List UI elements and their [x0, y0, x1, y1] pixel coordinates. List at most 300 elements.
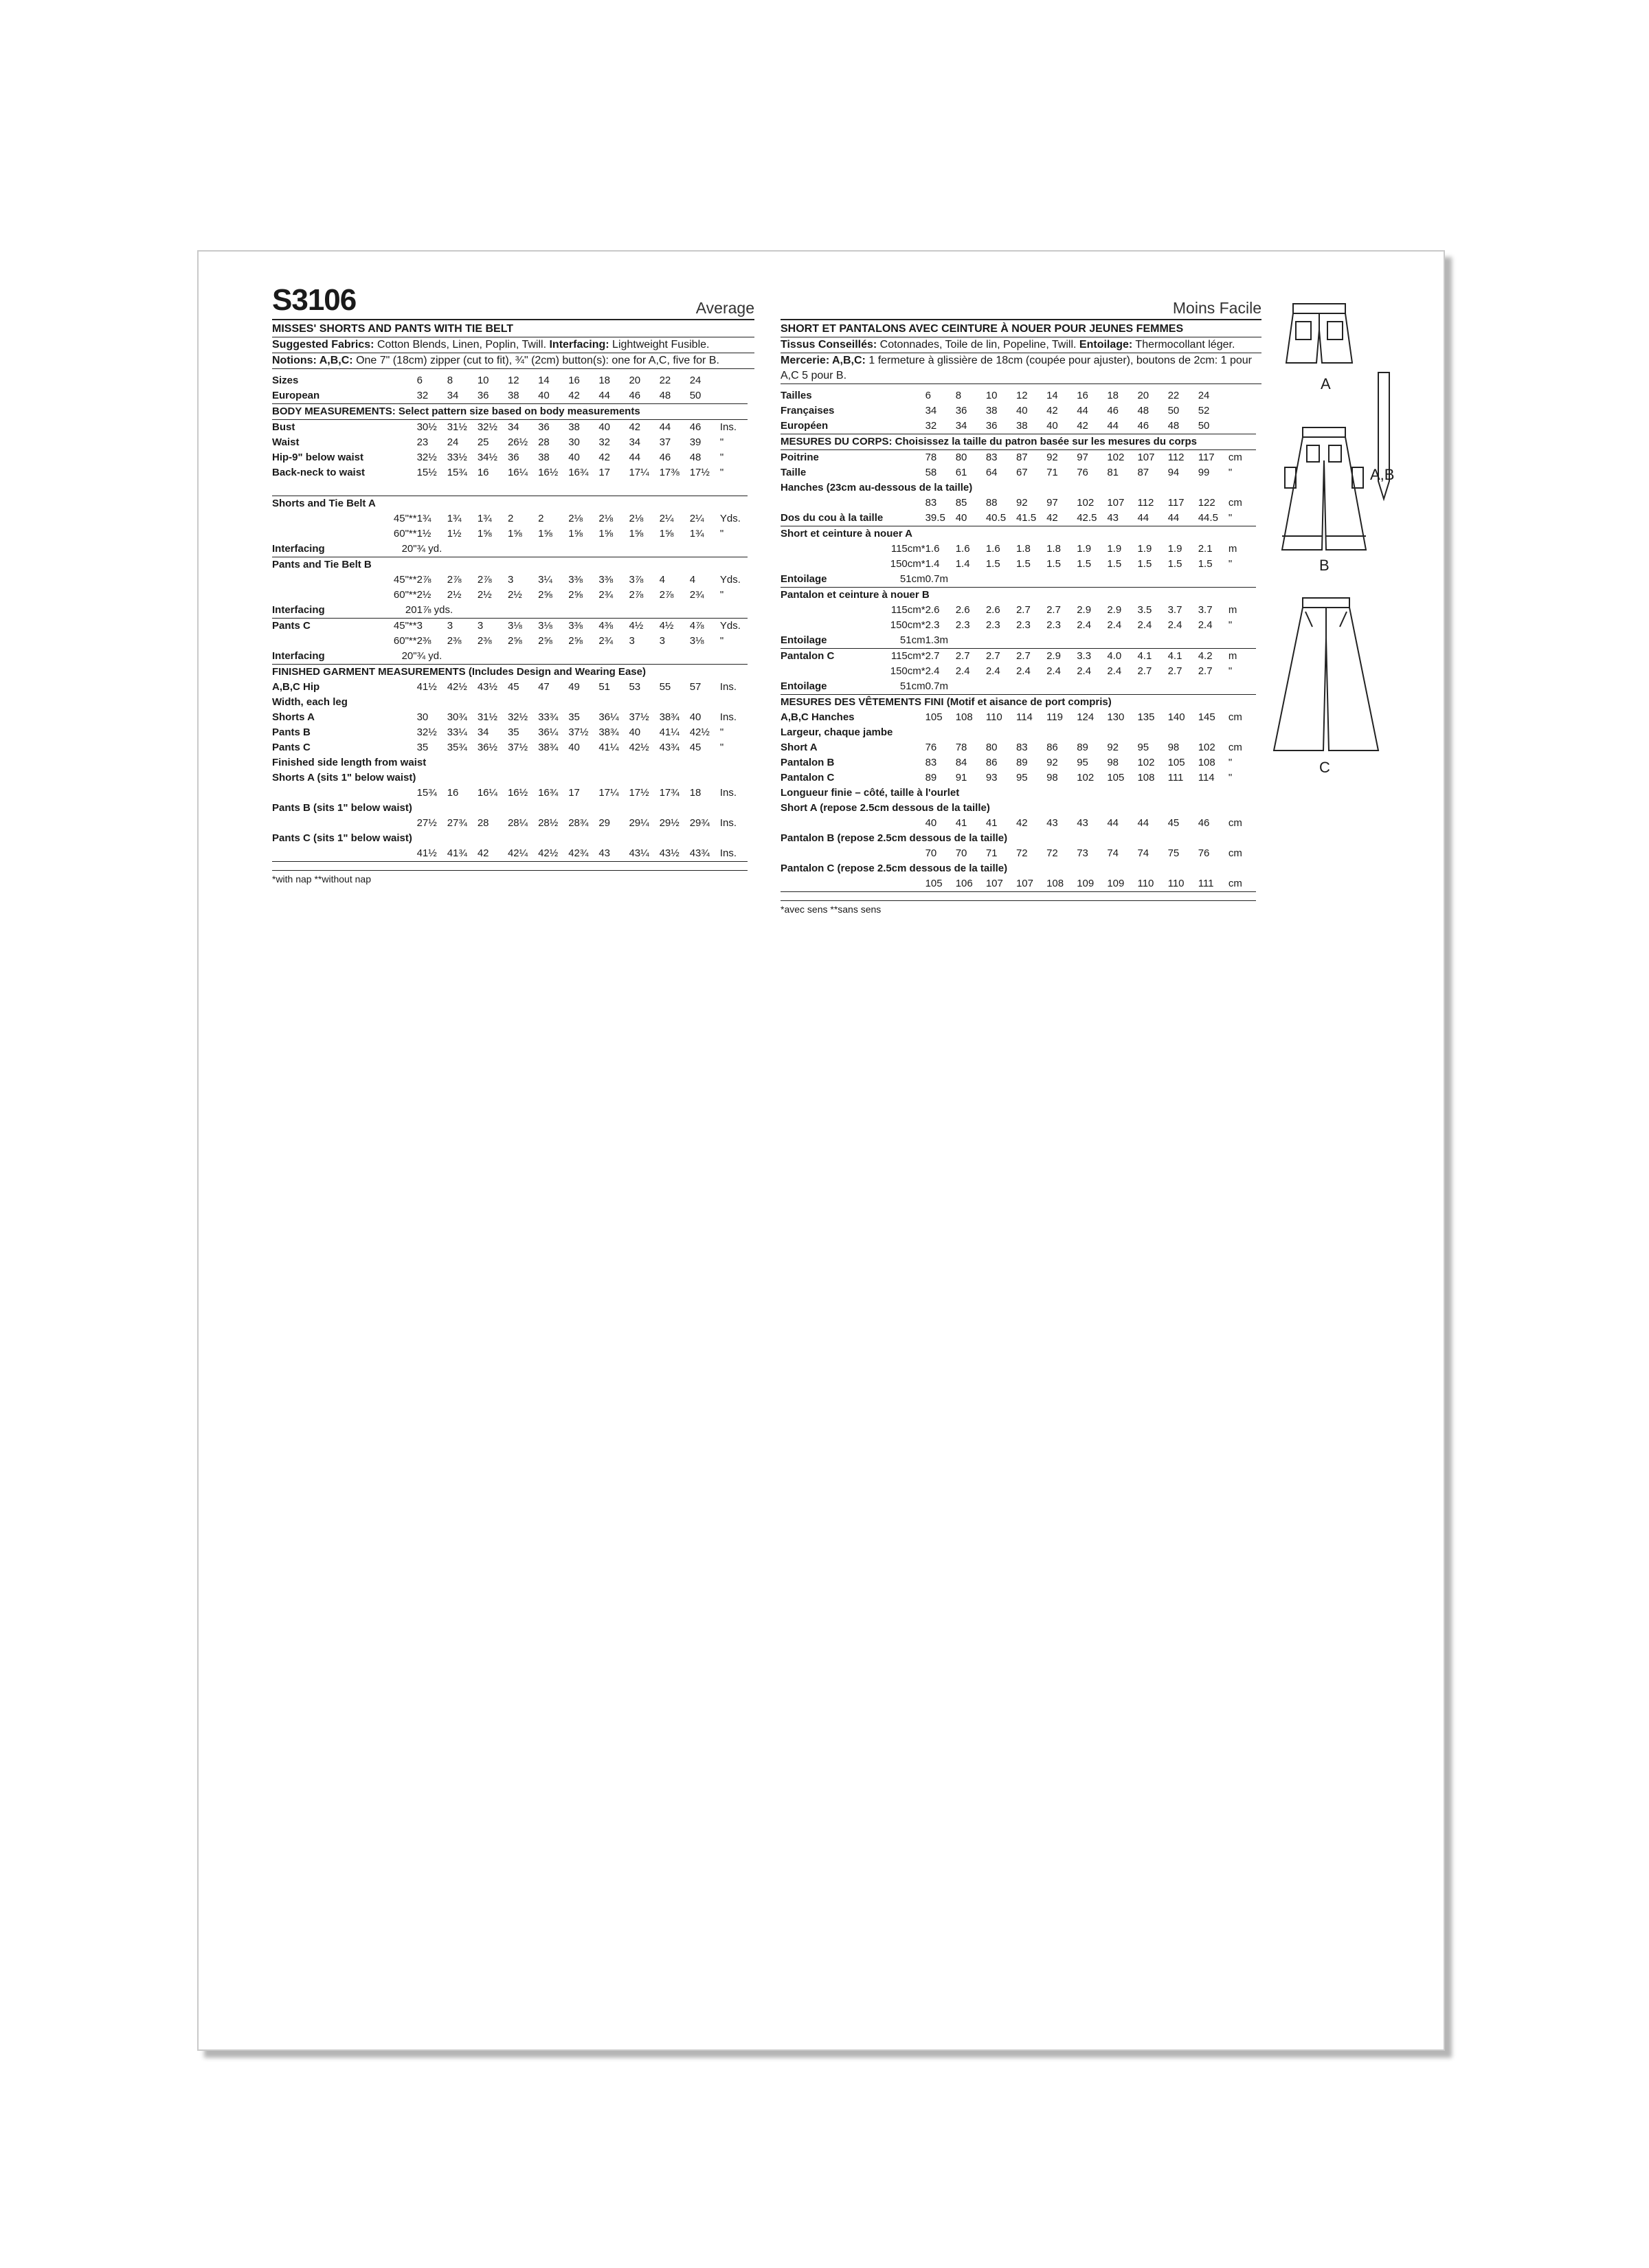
row-label: Entoilage: [781, 572, 884, 588]
table-cell: 43¾: [659, 742, 680, 753]
table-cell: 33½: [447, 452, 467, 463]
table-cell: 107: [986, 876, 1016, 892]
table-cell: 34: [925, 405, 937, 416]
table-cell: 44: [1137, 511, 1167, 526]
table-cell: 2.4: [1046, 665, 1061, 677]
table-cell: [478, 603, 508, 619]
table-cell: 28½: [538, 817, 559, 829]
table-cell: 22: [659, 375, 671, 386]
fabric-width: 150cm*: [890, 619, 926, 631]
table-cell: 92: [1016, 497, 1028, 509]
table-cell: 42: [478, 846, 508, 862]
table-cell: 2.4: [1137, 619, 1152, 631]
table-cell: 64: [985, 467, 998, 478]
table-cell: 39.5: [926, 511, 956, 526]
table-row: [781, 725, 1256, 740]
table-cell: 18: [1107, 390, 1119, 401]
row-label: Interfacing: [272, 649, 375, 665]
fabric-width: 45"**: [393, 620, 417, 632]
table-cell: 36¼: [538, 726, 559, 738]
table-cell: 84: [955, 757, 967, 768]
table-cell: 38: [568, 421, 580, 433]
table-cell: 48: [1168, 419, 1198, 434]
table-cell: 42.5: [1077, 511, 1107, 526]
table-cell: [1198, 633, 1229, 649]
table-cell: 32½: [477, 421, 498, 433]
table-cell: 38: [538, 452, 550, 463]
table-row: [272, 725, 748, 740]
fabric-width: 45"**: [393, 574, 417, 586]
table-cell: 108: [1046, 876, 1077, 892]
french-interfacing-text: Thermocollant léger.: [1135, 339, 1235, 351]
table-cell: 3⅛: [507, 620, 522, 632]
table-cell: [660, 542, 690, 557]
row-label: [781, 557, 884, 572]
table-row: [781, 419, 1256, 434]
fabric-width: [884, 710, 925, 725]
table-cell: 76: [1198, 847, 1210, 859]
table-cell: 41¼: [598, 742, 619, 753]
table-row: [272, 496, 748, 512]
table-cell: 108: [955, 711, 973, 723]
table-cell: 16¼: [507, 467, 528, 478]
table-row: [781, 588, 1256, 603]
table-cell: 114: [1016, 711, 1033, 723]
table-cell: 102: [1107, 452, 1125, 463]
table-cell: 2.4: [1107, 619, 1122, 631]
fabric-width: [375, 710, 416, 725]
table-cell: 44: [659, 421, 671, 433]
table-cell: 41½: [417, 846, 447, 862]
table-cell: 32½: [416, 726, 437, 738]
table-cell: [1107, 679, 1137, 695]
table-cell: 81: [1107, 467, 1119, 478]
unit-cell: ": [719, 726, 724, 738]
fabric-width: [375, 846, 416, 862]
fabric-width: 20": [375, 542, 416, 557]
section-heading: Pants C (sits 1" below waist): [272, 832, 412, 844]
table-cell: 92: [1107, 742, 1119, 753]
table-cell: 0.7m: [926, 679, 956, 695]
table-cell: 1.9: [1107, 543, 1122, 555]
table-cell: [1046, 633, 1077, 649]
table-cell: 16½: [538, 467, 559, 478]
unit-cell: ": [719, 528, 724, 540]
section-heading: Pants B (sits 1" below waist): [272, 802, 412, 814]
table-row: [781, 557, 1256, 572]
unit-cell: ": [1228, 665, 1233, 677]
table-cell: 95: [1137, 742, 1149, 753]
english-header: [272, 283, 754, 320]
row-label: Pantalon B: [781, 757, 835, 768]
table-cell: [598, 603, 629, 619]
table-cell: 1.6: [985, 543, 1000, 555]
table-cell: 1.9: [1077, 543, 1092, 555]
row-label: Back-neck to waist: [272, 467, 366, 478]
table-cell: [629, 542, 659, 557]
table-cell: 30¾: [447, 711, 467, 723]
table-row: [781, 434, 1256, 450]
table-cell: 3: [447, 620, 453, 632]
table-cell: 105: [925, 711, 943, 723]
table-cell: 18: [598, 375, 611, 386]
unit-cell: Ins.: [720, 846, 748, 862]
table-cell: 43¼: [629, 846, 659, 862]
table-cell: 42: [1046, 511, 1077, 526]
table-row: [781, 618, 1256, 633]
table-cell: 3⅛: [689, 635, 704, 647]
table-cell: 34: [477, 726, 489, 738]
table-cell: 110: [985, 711, 1002, 723]
row-label: Pantalon C: [781, 650, 835, 662]
table-cell: 2½: [477, 589, 492, 601]
table-cell: [690, 649, 720, 665]
table-cell: 2⅞: [447, 574, 462, 586]
fabric-width: [884, 403, 925, 419]
table-cell: 1⅝: [507, 528, 522, 540]
table-cell: 112: [1137, 497, 1154, 509]
table-cell: [568, 603, 598, 619]
row-label: [781, 496, 884, 511]
section-heading: MESURES DES VÊTEMENTS FINI (Motif et aisance de port compris): [781, 696, 1112, 708]
unit-cell: [1229, 679, 1256, 695]
table-cell: 17¼: [629, 467, 649, 478]
table-row: [781, 480, 1256, 496]
unit-cell: m: [1228, 650, 1237, 662]
english-notions-line: [272, 353, 754, 369]
table-cell: [629, 603, 659, 619]
table-cell: 16: [1077, 390, 1088, 401]
table-cell: 1.6: [925, 543, 940, 555]
table-cell: 2.4: [1198, 619, 1213, 631]
table-cell: 42: [1077, 419, 1107, 434]
table-cell: 108: [1137, 772, 1155, 783]
table-cell: [598, 649, 629, 665]
table-cell: 2.9: [1077, 604, 1092, 616]
table-cell: 1⅝: [629, 528, 644, 540]
fabric-width: [884, 496, 925, 511]
table-cell: 110: [1168, 876, 1198, 892]
table-cell: [508, 603, 538, 619]
french-fabrics-label: Tissus Conseillés:: [781, 339, 877, 351]
table-cell: 1.5: [1198, 558, 1213, 570]
unit-cell: Ins.: [719, 817, 737, 829]
table-row: [781, 786, 1256, 801]
table-row: [781, 876, 1256, 892]
table-row: [272, 420, 748, 436]
fabric-width: 60"**: [393, 528, 417, 540]
table-cell: 105: [1107, 772, 1125, 783]
table-cell: 91: [955, 772, 967, 783]
table-cell: 43: [1107, 511, 1137, 526]
table-cell: 3⅜: [598, 574, 614, 586]
table-cell: 38¾: [538, 742, 559, 753]
fabric-width: [884, 450, 925, 466]
table-cell: 38¾: [598, 726, 619, 738]
table-cell: 4⅜: [598, 620, 614, 632]
table-cell: 2⅝: [568, 589, 583, 601]
table-cell: 38: [1016, 419, 1046, 434]
table-cell: 42: [568, 388, 598, 404]
table-row: [272, 695, 748, 710]
table-cell: [629, 649, 659, 665]
section-heading: Hanches (23cm au-dessous de la taille): [781, 482, 973, 493]
fabric-width: 51cm: [884, 679, 925, 695]
table-cell: 2⅝: [507, 635, 522, 647]
table-row: [781, 526, 1256, 542]
french-header: [781, 289, 1261, 320]
french-fabrics-line: [781, 337, 1261, 353]
table-cell: 40: [1046, 419, 1077, 434]
section-heading: [272, 480, 748, 496]
table-row: [781, 710, 1256, 725]
row-label: Entoilage: [781, 679, 884, 695]
table-cell: 46: [1137, 419, 1167, 434]
table-cell: 2: [507, 513, 514, 524]
table-row: [272, 649, 748, 665]
table-row: [781, 770, 1256, 786]
english-footnote: *with nap **without nap: [272, 870, 748, 885]
table-cell: 50: [690, 388, 720, 404]
table-cell: 98: [1046, 772, 1058, 783]
table-cell: 2: [538, 513, 544, 524]
table-cell: [1168, 633, 1198, 649]
table-row: [781, 831, 1256, 846]
table-cell: [538, 542, 568, 557]
fabric-width: [884, 846, 925, 861]
table-cell: 27¾: [447, 817, 467, 829]
fabric-width: [375, 786, 416, 801]
table-cell: 2⅛: [568, 513, 583, 524]
table-row: [272, 680, 748, 695]
french-notions-text: 1 fermeture à glissière de 18cm (coupée pour ajuster), boutons de 2cm: 1 pour A,C 5 pour B.: [781, 355, 1252, 381]
table-cell: 41: [985, 817, 998, 829]
table-cell: 2⅞: [416, 574, 431, 586]
table-cell: [478, 649, 508, 665]
table-cell: 40: [925, 817, 937, 829]
table-cell: 92: [1046, 757, 1058, 768]
table-row: [272, 404, 748, 420]
table-row: [781, 511, 1256, 526]
table-row: [272, 634, 748, 649]
table-cell: 3.7: [1198, 604, 1213, 616]
section-heading: Largeur, chaque jambe: [781, 726, 893, 738]
table-cell: 17¼: [598, 787, 619, 799]
table-cell: 36: [507, 452, 519, 463]
table-cell: 46: [659, 452, 671, 463]
table-row: [781, 740, 1256, 755]
table-cell: 2.3: [1016, 619, 1031, 631]
table-row: [781, 403, 1256, 419]
fabric-width: 51cm: [884, 633, 925, 649]
table-cell: 35: [507, 726, 519, 738]
row-label: European: [272, 388, 375, 404]
table-cell: 2¼: [659, 513, 674, 524]
table-cell: 2.4: [1167, 619, 1182, 631]
table-cell: 99: [1198, 467, 1210, 478]
unit-cell: cm: [1228, 817, 1242, 829]
table-cell: 17¾: [659, 787, 680, 799]
unit-cell: cm: [1228, 497, 1242, 509]
table-cell: 14: [538, 375, 550, 386]
fabric-width: [884, 755, 925, 770]
table-cell: 80: [955, 452, 967, 463]
table-cell: 12: [507, 375, 519, 386]
row-label: [272, 572, 375, 588]
table-cell: 95: [1016, 772, 1028, 783]
unit-cell: cm: [1228, 742, 1242, 753]
table-row: [272, 740, 748, 755]
table-cell: 4½: [659, 620, 674, 632]
table-cell: 74: [1107, 847, 1119, 859]
unit-cell: [720, 603, 748, 619]
unit-cell: ": [719, 742, 724, 753]
table-cell: 2.4: [1016, 665, 1031, 677]
table-cell: [1077, 633, 1107, 649]
row-label: [781, 603, 884, 618]
table-row: [272, 388, 748, 404]
table-cell: [986, 679, 1016, 695]
table-cell: 28¼: [507, 817, 528, 829]
table-cell: 6: [925, 390, 931, 401]
table-cell: 42½: [538, 846, 568, 862]
table-cell: 16: [477, 467, 489, 478]
table-cell: 3: [477, 620, 484, 632]
table-cell: [1016, 572, 1046, 588]
table-cell: 50: [1167, 405, 1180, 416]
table-cell: 28: [538, 436, 550, 448]
table-cell: 2⅜: [416, 635, 431, 647]
unit-cell: Yds.: [719, 620, 741, 632]
table-cell: 35: [416, 742, 429, 753]
table-cell: 42: [629, 421, 641, 433]
difficulty-label: Average: [695, 299, 754, 317]
table-cell: 1⅝: [568, 528, 583, 540]
table-cell: 20: [1137, 390, 1149, 401]
table-cell: 3¼: [538, 574, 552, 586]
row-label: Pantalon C: [781, 772, 835, 783]
row-label: Pants C: [272, 742, 311, 753]
table-cell: 86: [985, 757, 998, 768]
table-cell: 2⅛: [629, 513, 644, 524]
section-heading: Finished side length from waist: [272, 757, 427, 768]
table-cell: 44: [1077, 405, 1088, 416]
unit-cell: ": [1229, 511, 1256, 526]
table-cell: 18: [689, 787, 702, 799]
table-cell: [956, 633, 986, 649]
table-cell: 4: [689, 574, 696, 586]
table-cell: 92: [1046, 452, 1058, 463]
table-cell: 38¾: [659, 711, 680, 723]
table-row: [781, 496, 1256, 511]
table-cell: 2¾: [598, 635, 614, 647]
fabric-width: [884, 419, 925, 434]
fabric-width: 115cm*: [890, 543, 926, 555]
fabric-width: [884, 770, 925, 786]
table-cell: 30: [416, 711, 429, 723]
table-cell: [1198, 572, 1229, 588]
table-cell: 35: [568, 711, 580, 723]
table-cell: 89: [925, 772, 937, 783]
table-cell: 42¼: [508, 846, 538, 862]
table-cell: 40: [1016, 405, 1028, 416]
table-cell: 111: [1167, 772, 1184, 783]
pattern-code: S3106: [272, 283, 357, 317]
table-row: [272, 373, 748, 388]
table-cell: 16¾: [538, 787, 559, 799]
table-cell: 55: [659, 681, 671, 693]
row-label: Poitrine: [781, 452, 819, 463]
table-cell: 102: [1137, 757, 1155, 768]
row-label: [781, 542, 884, 557]
table-cell: 0.7m: [926, 572, 956, 588]
table-cell: 2½: [447, 589, 462, 601]
table-row: [781, 450, 1256, 466]
table-cell: 41½: [416, 681, 437, 693]
table-cell: 73: [1077, 847, 1088, 859]
unit-cell: cm: [1228, 452, 1242, 463]
table-cell: 1.5: [985, 558, 1000, 570]
table-cell: 42½: [629, 742, 649, 753]
fabric-width: 60"**: [393, 589, 417, 601]
unit-cell: ": [719, 436, 724, 448]
table-cell: 40: [956, 511, 986, 526]
table-cell: 10: [985, 390, 998, 401]
table-cell: 130: [1107, 711, 1125, 723]
table-cell: [447, 649, 478, 665]
table-row: [272, 755, 748, 770]
table-cell: 2.7: [1016, 604, 1031, 616]
table-row: [781, 572, 1256, 588]
row-label: A,B,C Hanches: [781, 711, 855, 723]
table-cell: 1.5: [1167, 558, 1182, 570]
table-cell: 38: [985, 405, 998, 416]
table-cell: 48: [689, 452, 702, 463]
row-label: [272, 816, 375, 831]
table-cell: 17⅜: [659, 467, 680, 478]
table-row: [272, 831, 748, 846]
table-cell: 2.7: [955, 650, 970, 662]
fabric-width: [375, 420, 416, 436]
table-cell: 1¾: [689, 528, 704, 540]
table-cell: 36: [986, 419, 1016, 434]
table-row: [272, 603, 748, 619]
table-cell: 43: [598, 846, 629, 862]
table-row: [781, 388, 1256, 403]
table-cell: 37: [659, 436, 671, 448]
table-cell: 2½: [507, 589, 522, 601]
fabric-width: [375, 816, 416, 831]
section-heading: Pantalon C (repose 2.5cm dessous de la taille): [781, 863, 1008, 874]
table-cell: [568, 542, 598, 557]
table-cell: 106: [956, 876, 986, 892]
table-cell: 114: [1198, 772, 1215, 783]
table-cell: [660, 603, 690, 619]
table-cell: 30½: [416, 421, 437, 433]
table-cell: 26½: [507, 436, 528, 448]
table-cell: 29¼: [629, 817, 649, 829]
table-cell: 2.4: [1077, 619, 1092, 631]
unit-cell: ": [1228, 772, 1233, 783]
table-cell: 1¾: [416, 513, 431, 524]
table-cell: 1.5: [1016, 558, 1031, 570]
table-cell: 119: [1046, 711, 1064, 723]
row-label: [272, 634, 375, 649]
table-cell: 36: [955, 405, 967, 416]
table-row: [272, 846, 748, 862]
table-cell: 87: [1137, 467, 1149, 478]
table-cell: 16: [568, 375, 580, 386]
